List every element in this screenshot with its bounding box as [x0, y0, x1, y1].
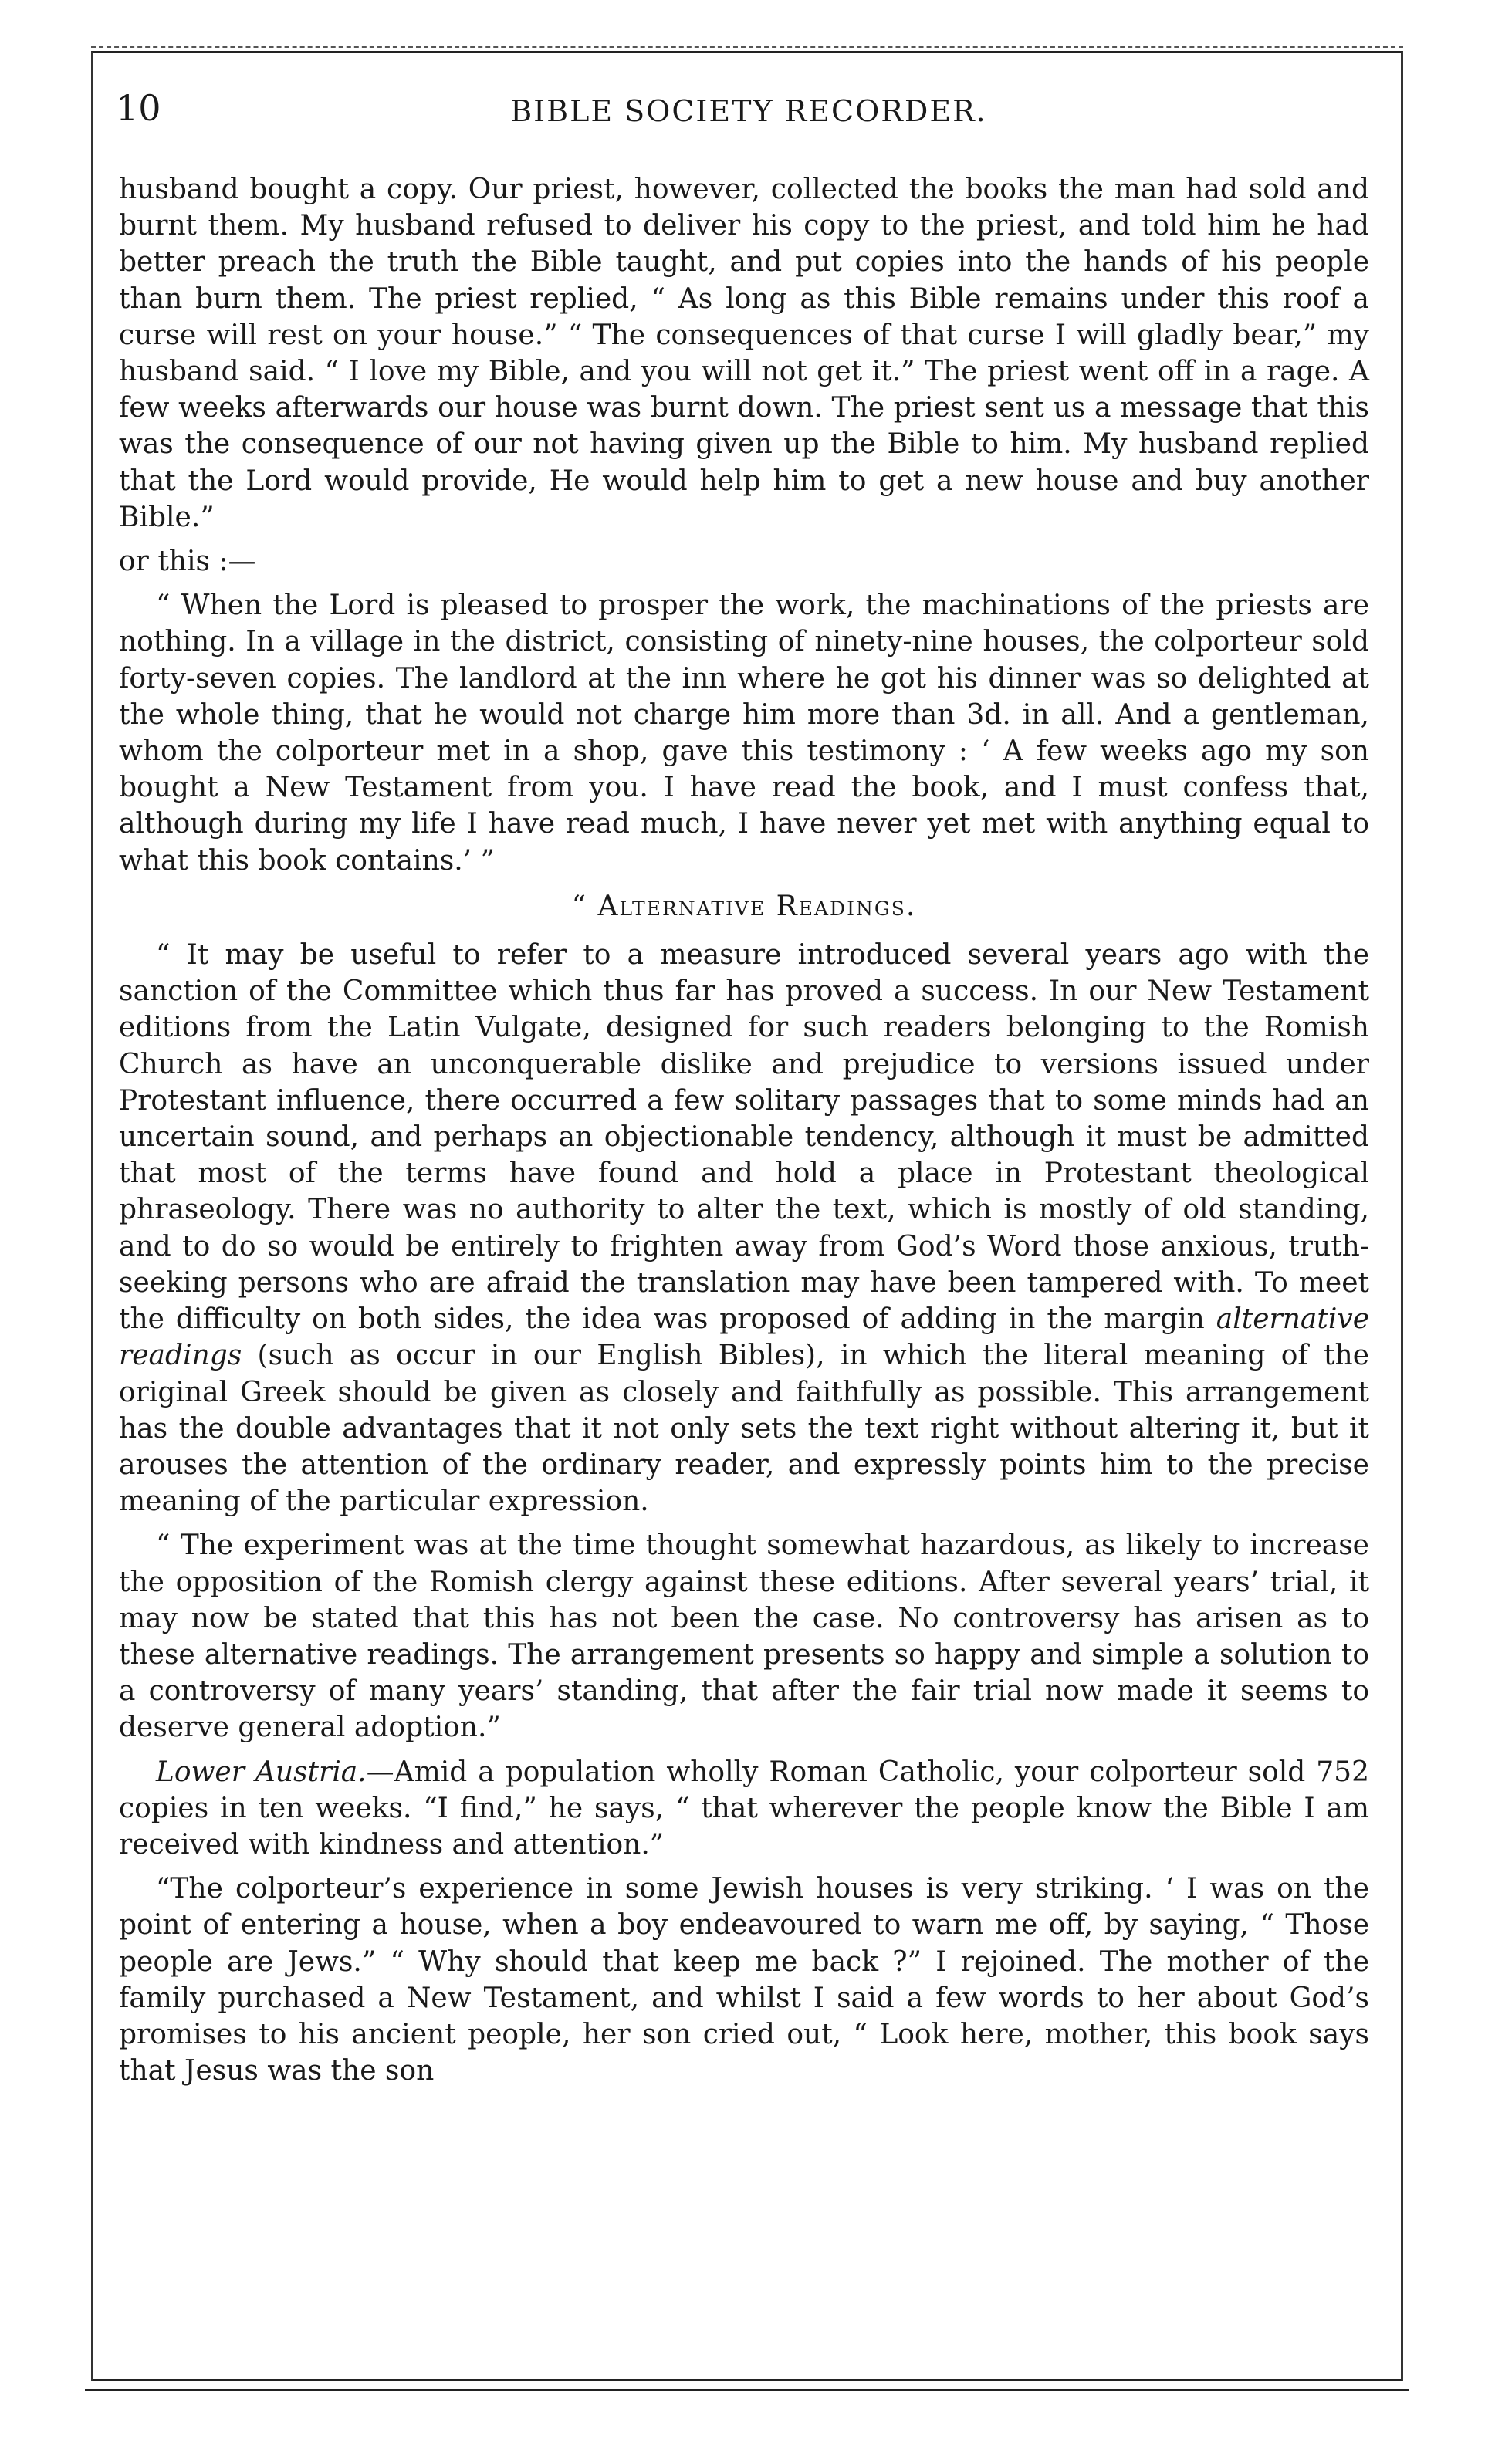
- bottom-rule: [85, 2389, 1409, 2391]
- paragraph-4-italic: alternative readings: [119, 1303, 1369, 1372]
- paragraph-5: “ The experiment was at the time thought somewhat hazardous, as likely to increase the opposition of the Romish clergy against these editions. After several years’ trial, it may now be stated that this has not been the case. No controversy has arisen as to these alternative readings. The arrangement presents so happy and simple a solution to a controversy of many years’ standing, that after the fair trial now made it seems to deserve general adoption.”: [119, 1529, 1369, 1744]
- paragraph-4: [119, 937, 1369, 1519]
- body-text: [119, 171, 1369, 2097]
- paragraph-6-italic: Lower Austria.: [156, 1756, 367, 1788]
- paragraph-1: husband bought a copy. Our priest, however, collected the books the man had sold and burnt them. My husband refused to deliver his copy to the priest, and told him he had better preach the truth the Bible taught, and put copies into the hands of his people than burn them. The priest replied, “ As long as this Bible remains under this roof a curse will rest on your house.” “ The consequences of that curse I will gladly bear,” my husband said. “ I love my Bible, and you will not get it.” The priest went off in a rage. A few weeks afterwards our house was burnt down. The priest sent us a message that this was the consequence of our not having given up the Bible to him. My husband replied that the Lord would provide, He would help him to get a new house and buy another Bible.”: [119, 174, 1369, 533]
- paragraph-2: or this :—: [119, 546, 256, 578]
- paragraph-6: [119, 1754, 1369, 1864]
- paragraph-3: “ When the Lord is pleased to prosper the work, the machinations of the priests are nothing. In a village in the district, consisting of ninety-nine houses, the colporteur sold forty-seven copies. The landlord at the inn where he got his dinner was so delighted at the whole thing, that he would not charge him more than 3d. in all. And a gentleman, whom the colporteur met in a shop, gave this testimony : ‘ A few weeks ago my son bought a New Testament from you. I have read the book, and I must confess that, although during my life I have read much, I have never yet met with anything equal to what this book contains.’ ”: [119, 590, 1369, 877]
- paragraph-7: “The colporteur’s experience in some Jewish houses is very striking. ‘ I was on the point of entering a house, when a boy endeavoured to warn me off, by saying, “ Those people are Jews.” “ Why should that keep me back ?” I rejoined. The mother of the family purchased a New Testament, and whilst I said a few words to her about God’s promises to his ancient people, her son cried out, “ Look here, mother, this book says that Jesus was the son: [119, 1873, 1369, 2087]
- paragraph-4-text-b: (such as occur in our English Bibles), in which the literal meaning of the original Greek should be given as closely and faithfully as possible. This arrangement has the double advantages that it not only sets the text right without altering it, but it arouses the attention of the ordinary reader, and expressly points him to the precise meaning of the particular expression.: [119, 1340, 1369, 1518]
- paragraph-6-text: —Amid a population wholly Roman Catholic, your colporteur sold 752 copies in ten weeks. “I find,” he says, “ that wherever the people know the Bible I am received with kindness and attention.”: [119, 1756, 1369, 1861]
- page-number: 10: [116, 87, 161, 129]
- page-header: [116, 85, 1382, 139]
- section-heading: “ Alternative Readings.: [571, 890, 917, 922]
- paragraph-4-text-a: “ It may be useful to refer to a measure introduced several years ago with the sanction of the Committee which thus far has proved a success. In our New Testament editions from the Latin Vulgate, designed for such readers belonging to the Romish Church as have an unconquerable dislike and prejudice to versions issued under Protestant influence, there occurred a few solitary passages that to some minds had an uncertain sound, and perhaps an objectionable tendency, although it must be admitted that most of the terms have found and hold a place in Protestant theological phraseology. There was no authority to alter the text, which is mostly of old standing, and to do so would be entirely to frighten away from God’s Word those anxious, truth-seeking persons who are afraid the translation may have been tampered with. To meet the difficulty on both sides, the idea was proposed of adding in the margin: [119, 939, 1369, 1336]
- running-head: BIBLE SOCIETY RECORDER.: [510, 94, 987, 128]
- top-dashed-rule: [91, 46, 1403, 48]
